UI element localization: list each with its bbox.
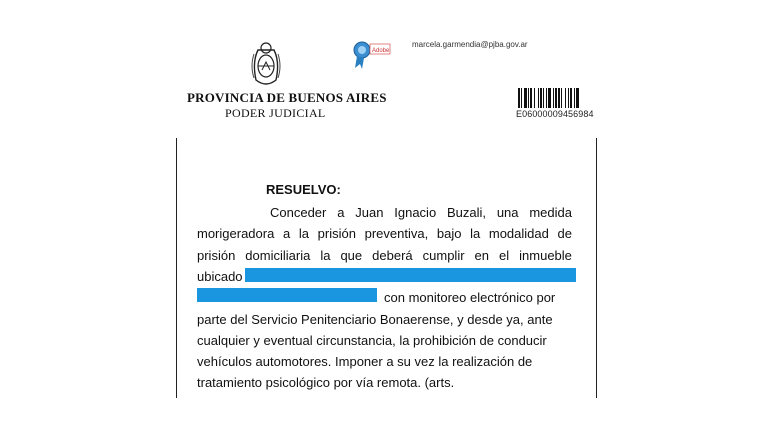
body-text: cualquier y eventual circunstancia, la prohibición de conducir: [197, 333, 547, 348]
redaction-block: [197, 288, 377, 302]
body-line-6: [197, 312, 572, 327]
barcode-icon: [518, 88, 594, 108]
right-margin-line: [596, 138, 597, 398]
body-text: parte del Servicio Penitenciario Bonaerense, y desde ya, ante: [197, 312, 553, 327]
redaction-block: [245, 268, 576, 282]
body-text: vehículos automotores. Imponer a su vez la realización de: [197, 354, 533, 369]
body-text: morigeradora a la prisión preventiva, bajo la modalidad de: [197, 226, 572, 241]
body-line-9: [197, 375, 572, 390]
body-line-5: [384, 290, 572, 305]
body-line-8: [197, 354, 572, 369]
certificate-ribbon-icon: [352, 38, 392, 70]
section-heading: RESUELVO:: [266, 182, 341, 197]
body-text: tratamiento psicológico por vía remota. (arts.: [197, 375, 455, 390]
signer-email: marcela.garmendia@pjba.gov.ar: [412, 40, 528, 49]
coat-of-arms-icon: [248, 40, 284, 88]
badge-label: Adobe: [372, 48, 390, 54]
branch-title: PODER JUDICIAL: [225, 106, 326, 120]
body-line-7: [197, 333, 572, 348]
barcode-number: E06000009456984: [516, 109, 594, 119]
body-text: ubicado: [197, 269, 243, 284]
body-line-3: [197, 248, 572, 263]
left-margin-line: [176, 138, 177, 398]
province-title: PROVINCIA DE BUENOS AIRES: [187, 90, 387, 105]
body-line-2: [197, 226, 572, 241]
body-text: prisión domiciliaria la que deberá cumplir en el inmueble: [197, 248, 572, 263]
body-line-1: [270, 205, 572, 220]
body-line-4: [197, 269, 243, 284]
body-text: Conceder a Juan Ignacio Buzali, una medida: [270, 205, 572, 220]
body-text: con monitoreo electrónico por: [384, 290, 556, 305]
